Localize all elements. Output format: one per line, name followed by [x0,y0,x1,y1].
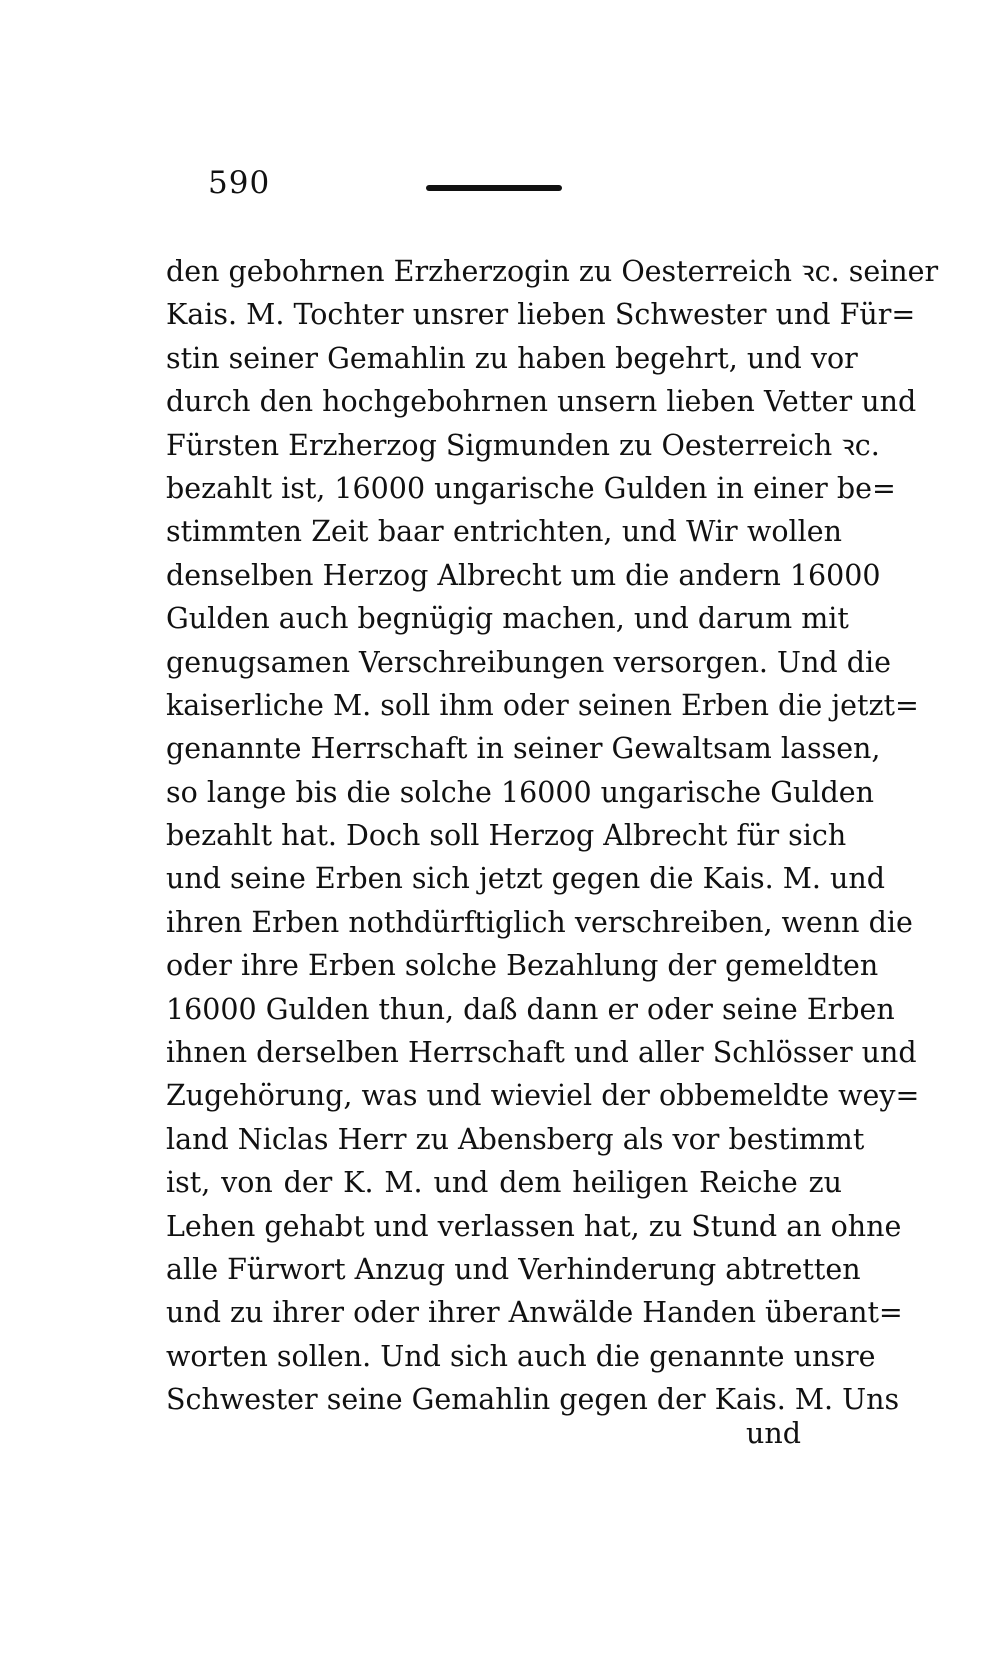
text-line: worten sollen. Und sich auch die genannte unsre [166,1339,876,1373]
text-line: durch den hochgebohrnen unsern lieben Vetter und [166,385,917,419]
text-line: Fürsten Erzherzog Sigmunden zu Oesterreich ꝛc. [166,428,880,462]
page-number: 590 [208,165,271,201]
text-line: alle Fürwort Anzug und Verhinderung abtretten [166,1252,861,1286]
text-line: stin seiner Gemahlin zu haben begehrt, und vor [166,341,858,375]
text-line: den gebohrnen Erzherzogin zu Oesterreich ꝛc. seiner [166,255,939,288]
text-line: Zugehörung, was und wieviel der obbemeldte wey= [166,1079,920,1113]
text-line: und zu ihrer oder ihrer Anwälde Handen überant= [166,1296,903,1330]
text-line: ist, von der K. M. und dem heiligen Reiche zu [166,1166,842,1200]
text-line: Kais. M. Tochter unsrer lieben Schwester und Für= [166,298,916,332]
text-line: bezahlt ist, 16000 ungarische Gulden in einer be= [166,471,896,505]
text-line: so lange bis die solche 16000 ungarische Gulden [166,775,874,809]
text-line: 16000 Gulden thun, daß dann er oder seine Erben [166,992,895,1026]
body-text [166,250,939,1422]
header-rule [426,185,562,191]
text-line: ihnen derselben Herrschaft und aller Schlösser und [166,1036,917,1070]
text-line: land Niclas Herr zu Abensberg als vor bestimmt [166,1122,865,1156]
text-line: ihren Erben nothdürftiglich verschreiben, wenn die [166,905,913,939]
text-line: denselben Herzog Albrecht um die andern 16000 [166,558,881,592]
text-line: Gulden auch begnügig machen, und darum mit [166,602,849,636]
text-line: Lehen gehabt und verlassen hat, zu Stund an ohne [166,1209,902,1243]
text-line: bezahlt hat. Doch soll Herzog Albrecht für sich [166,819,847,853]
text-line: oder ihre Erben solche Bezahlung der gemeldten [166,949,879,983]
text-line: genannte Herrschaft in seiner Gewaltsam lassen, [166,732,881,766]
text-line: kaiserliche M. soll ihm oder seinen Erben die jetzt= [166,688,919,722]
text-line: und seine Erben sich jetzt gegen die Kais. M. und [166,862,885,896]
text-line: Schwester seine Gemahlin gegen der Kais. M. Uns [166,1383,900,1417]
text-line: stimmten Zeit baar entrichten, und Wir wollen [166,515,842,549]
catchword: und [746,1417,801,1450]
text-line: genugsamen Verschreibungen versorgen. Und die [166,645,891,679]
